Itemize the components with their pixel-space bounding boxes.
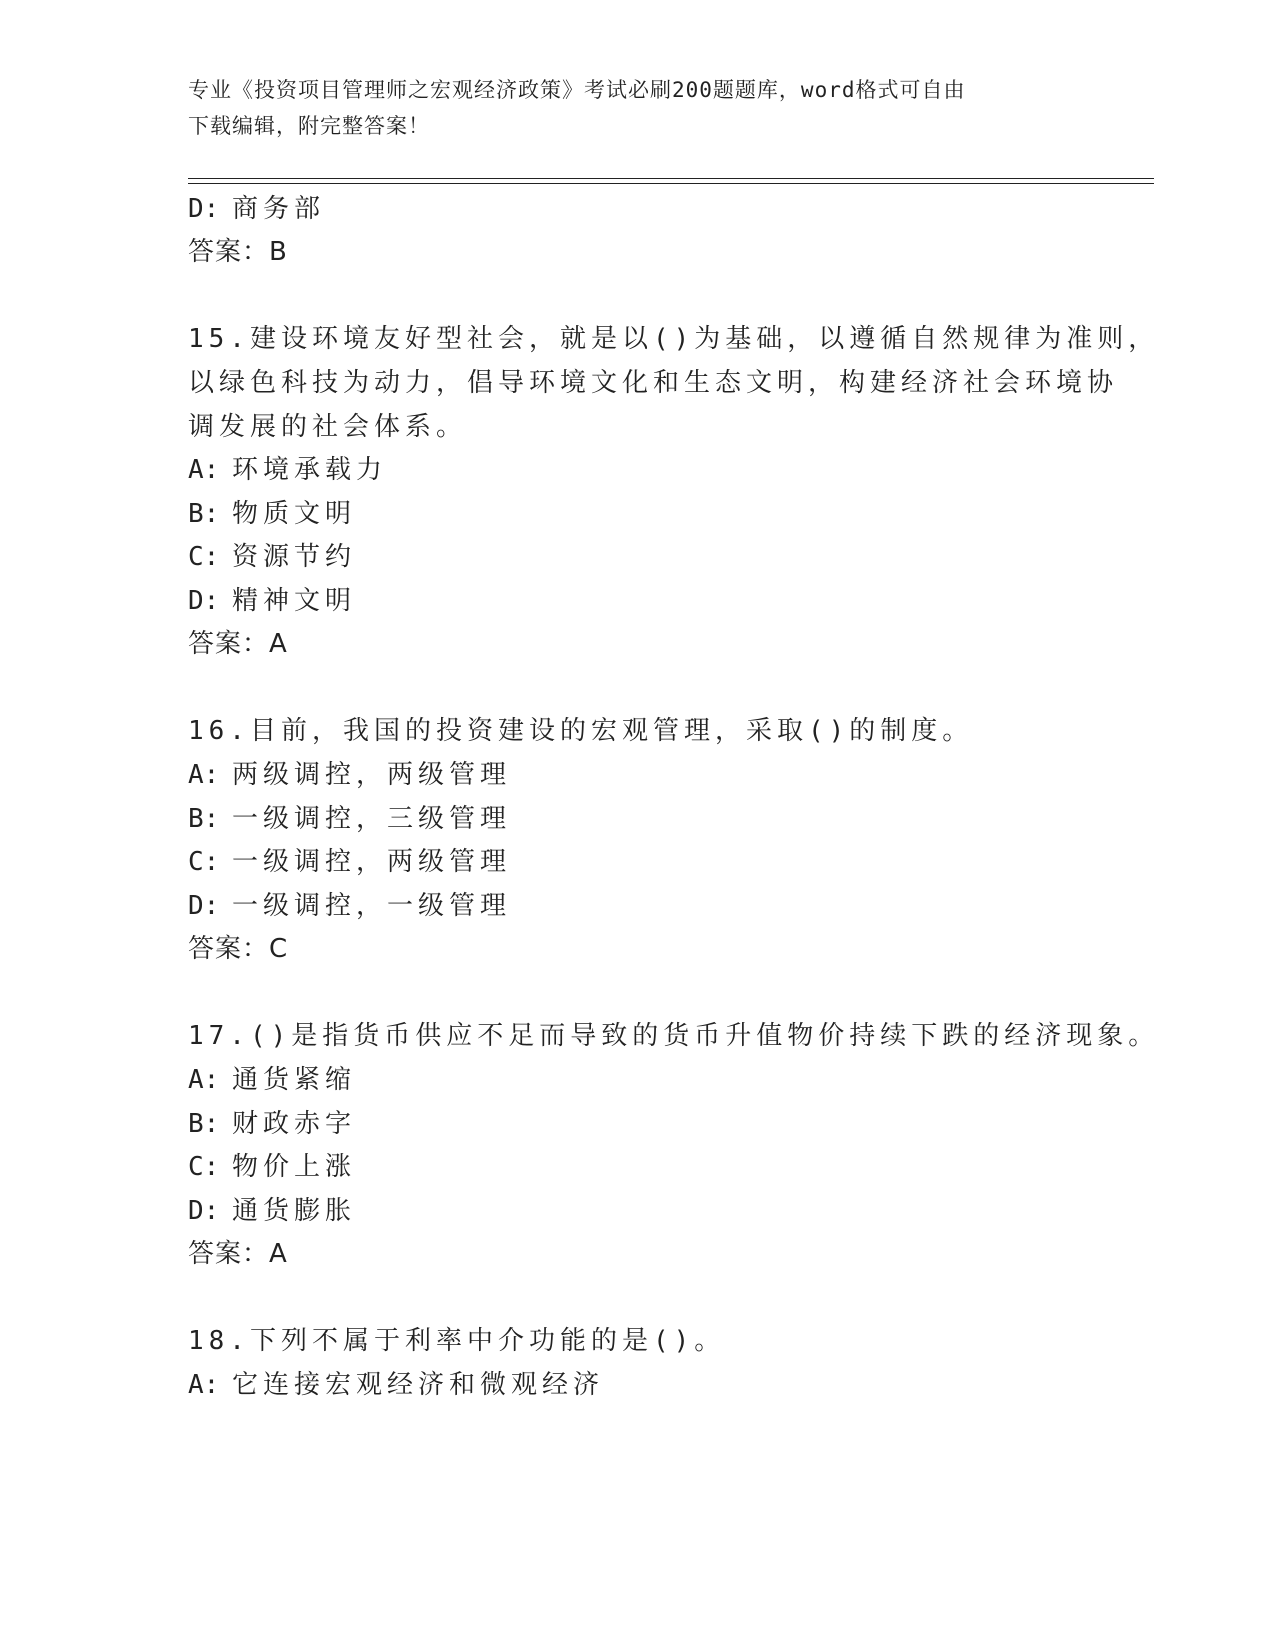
document-header: [188, 72, 1088, 144]
q15-option-c: [188, 534, 356, 580]
option-key: D:: [188, 194, 220, 224]
header-divider-top: [188, 178, 1154, 179]
option-key: C:: [188, 1152, 220, 1182]
option-text: 资源节约: [232, 542, 357, 572]
q15-option-b: [188, 491, 356, 537]
q17-option-b: [188, 1101, 356, 1147]
option-text: 一级调控，一级管理: [232, 891, 512, 921]
option-text: 物价上涨: [232, 1152, 357, 1182]
q15-option-d: [188, 578, 356, 624]
q15-option-a: [188, 447, 387, 493]
q17-option-a: [188, 1057, 356, 1103]
option-key: B:: [188, 804, 220, 834]
option-text: 物质文明: [232, 499, 357, 529]
option-text: 精神文明: [232, 586, 357, 616]
q18-option-a: [188, 1362, 604, 1408]
q16-option-a: [188, 752, 511, 798]
option-key: B:: [188, 1109, 220, 1139]
option-text: 财政赤字: [232, 1109, 357, 1139]
q16-answer: 答案：C: [188, 934, 289, 964]
header-divider-bottom: [188, 183, 1154, 184]
option-key: B:: [188, 499, 220, 529]
option-key: D:: [188, 1196, 220, 1226]
option-text: 通货膨胀: [232, 1196, 357, 1226]
q16-option-c: [188, 839, 511, 885]
prev-option-d: [188, 186, 325, 232]
option-text: 环境承载力: [232, 455, 388, 485]
option-key: A:: [188, 760, 220, 790]
option-key: A:: [188, 1065, 220, 1095]
q15-stem-line-3: 调发展的社会体系。: [188, 412, 468, 442]
option-text: 一级调控，两级管理: [232, 847, 512, 877]
q17-answer: 答案：A: [188, 1239, 288, 1269]
option-key: C:: [188, 847, 220, 877]
q16-option-b: [188, 796, 511, 842]
q17-option-c: [188, 1144, 356, 1190]
option-key: D:: [188, 586, 220, 616]
header-line-1: 专业《投资项目管理师之宏观经济政策》考试必刷200题题库，word格式可自由: [188, 78, 966, 102]
q17-option-d: [188, 1188, 356, 1234]
header-line-2: 下载编辑，附完整答案！: [188, 114, 430, 138]
option-key: A:: [188, 1370, 220, 1400]
q16-stem-line-1: 16.目前，我国的投资建设的宏观管理，采取()的制度。: [188, 716, 974, 746]
option-key: A:: [188, 455, 220, 485]
option-text: 两级调控，两级管理: [232, 760, 512, 790]
prev-answer: 答案：B: [188, 237, 288, 267]
option-text: 通货紧缩: [232, 1065, 357, 1095]
q16-option-d: [188, 883, 511, 929]
q15-answer: 答案：A: [188, 629, 288, 659]
option-key: D:: [188, 891, 220, 921]
q15-stem-line-2: 以绿色科技为动力，倡导环境文化和生态文明，构建经济社会环境协: [188, 368, 1119, 398]
option-text: 商务部: [232, 194, 326, 224]
option-key: C:: [188, 542, 220, 572]
q17-stem-line-1: 17.()是指货币供应不足而导致的货币升值物价持续下跌的经济现象。: [188, 1021, 1160, 1051]
q18-stem-line-1: 18.下列不属于利率中介功能的是()。: [188, 1326, 726, 1356]
option-text: 它连接宏观经济和微观经济: [232, 1370, 605, 1400]
q15-stem-line-1: 15.建设环境友好型社会，就是以()为基础，以遵循自然规律为准则，: [188, 324, 1160, 354]
option-text: 一级调控，三级管理: [232, 804, 512, 834]
